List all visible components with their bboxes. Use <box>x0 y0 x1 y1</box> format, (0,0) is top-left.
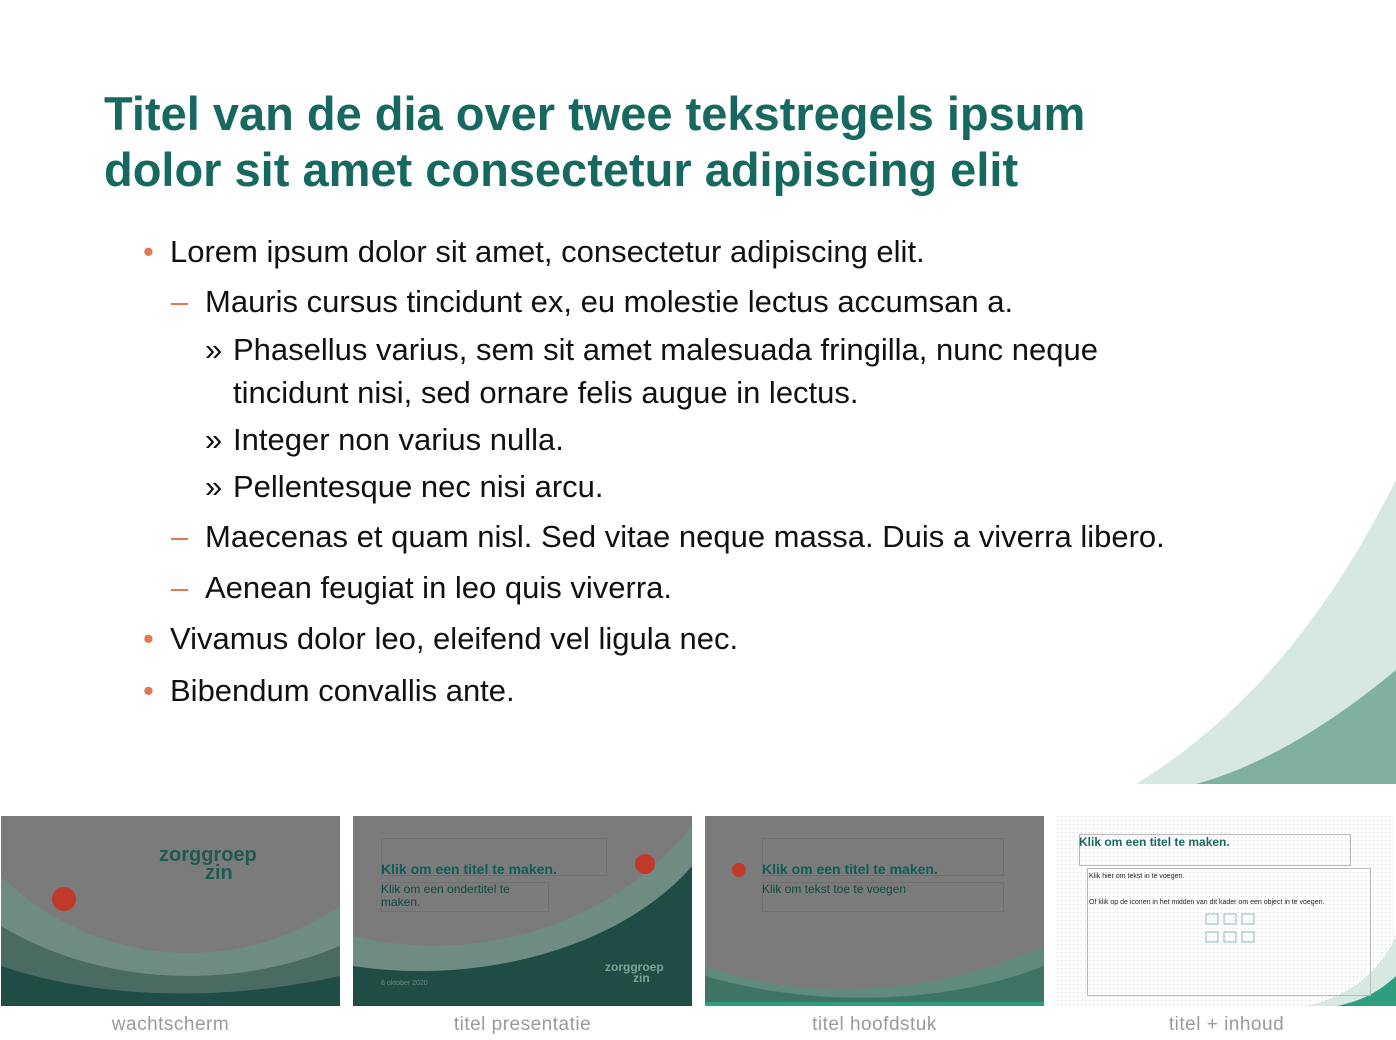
bullet-marker: • <box>143 621 154 656</box>
bullet-marker: • <box>143 234 154 269</box>
bullet-item <box>205 465 604 508</box>
bullet-text: Mauris cursus tincidunt ex, eu molestie lectus accumsan a. <box>205 284 1014 319</box>
bullet-item <box>143 617 739 660</box>
layout-thumbnail-wachtscherm[interactable] <box>1 816 340 1006</box>
logo-top: zorggroep <box>159 844 257 866</box>
bullet-text: Pellentesque nec nisi arcu. <box>233 469 604 504</box>
title-placeholder[interactable]: Klik om een titel te maken. <box>1079 835 1230 849</box>
bullet-text: Maecenas et quam nisl. Sed vitae neque massa. Duis a viverra libero. <box>205 519 1165 554</box>
slide-title-line: dolor sit amet consectetur adipiscing elit <box>104 143 1019 196</box>
bullet-text: Lorem ipsum dolor sit amet, consectetur adipiscing elit. <box>170 234 925 269</box>
layout-thumbnail-titel-inhoud[interactable] <box>1057 816 1396 1006</box>
bullet-text: Phasellus varius, sem sit amet malesuada fringilla, nunc neque <box>233 332 1099 367</box>
layout-thumbnail-titel-presentatie[interactable] <box>353 816 692 1006</box>
bullet-item <box>205 328 1099 414</box>
bullet-item <box>171 566 673 609</box>
title-placeholder[interactable]: Klik om een titel te maken. <box>762 861 938 877</box>
bullet-item <box>143 230 925 273</box>
subtitle-placeholder[interactable]: Klik om een ondertitel te maken. <box>381 882 510 909</box>
bullet-marker: • <box>143 673 154 708</box>
layout-caption: titel presentatie <box>453 1014 592 1035</box>
logo-top: zorggroep <box>605 960 664 974</box>
bullet-marker: » <box>205 469 223 504</box>
red-dot <box>732 863 746 877</box>
title-placeholder[interactable]: Klik om een titel te maken. <box>381 861 557 877</box>
bullet-text: Bibendum convallis ante. <box>170 673 515 708</box>
bullet-text: Vivamus dolor leo, eleifend vel ligula nec. <box>170 621 739 656</box>
logo-bottom: zin <box>205 862 233 884</box>
bullet-marker: » <box>205 332 223 367</box>
bullet-item <box>205 418 564 461</box>
bullet-item <box>143 669 515 712</box>
red-dot <box>635 854 655 874</box>
layout-caption: titel + inhoud <box>1168 1014 1285 1035</box>
bullet-text: Integer non varius nulla. <box>233 422 564 457</box>
bullet-marker: – <box>171 570 189 605</box>
slide-title-line: Titel van de dia over twee tekstregels ipsum <box>104 87 1086 140</box>
layout-caption: wachtscherm <box>111 1014 230 1035</box>
bullet-marker: – <box>171 284 189 319</box>
content-placeholder-text[interactable]: Klik hier om tekst in te voegen. <box>1089 873 1185 880</box>
subtitle-placeholder[interactable]: Klik om tekst toe te voegen <box>762 882 907 896</box>
logo <box>605 962 664 984</box>
slide-title <box>104 86 1304 198</box>
date-text: 8 oktober 2020 <box>381 980 428 987</box>
logo-bottom: zin <box>633 971 650 985</box>
bullet-marker: » <box>205 422 223 457</box>
layout-thumbnail-titel-hoofdstuk[interactable] <box>705 816 1044 1006</box>
bullet-text: tincidunt nisi, sed ornare felis augue in lectus. <box>233 375 859 410</box>
bullet-marker: – <box>171 519 189 554</box>
decorative-swoosh <box>1136 480 1396 784</box>
bullet-item <box>171 280 1014 323</box>
content-placeholder-box <box>1087 868 1371 996</box>
layout-caption: titel hoofdstuk <box>812 1014 937 1035</box>
logo <box>159 846 257 882</box>
red-dot <box>52 887 76 911</box>
bullet-text: Aenean feugiat in leo quis viverra. <box>205 570 673 605</box>
content-placeholder-hint: Of klik op de iconen in het midden van dit kader om een object in te voegen. <box>1089 899 1325 906</box>
bullet-item <box>171 515 1165 558</box>
